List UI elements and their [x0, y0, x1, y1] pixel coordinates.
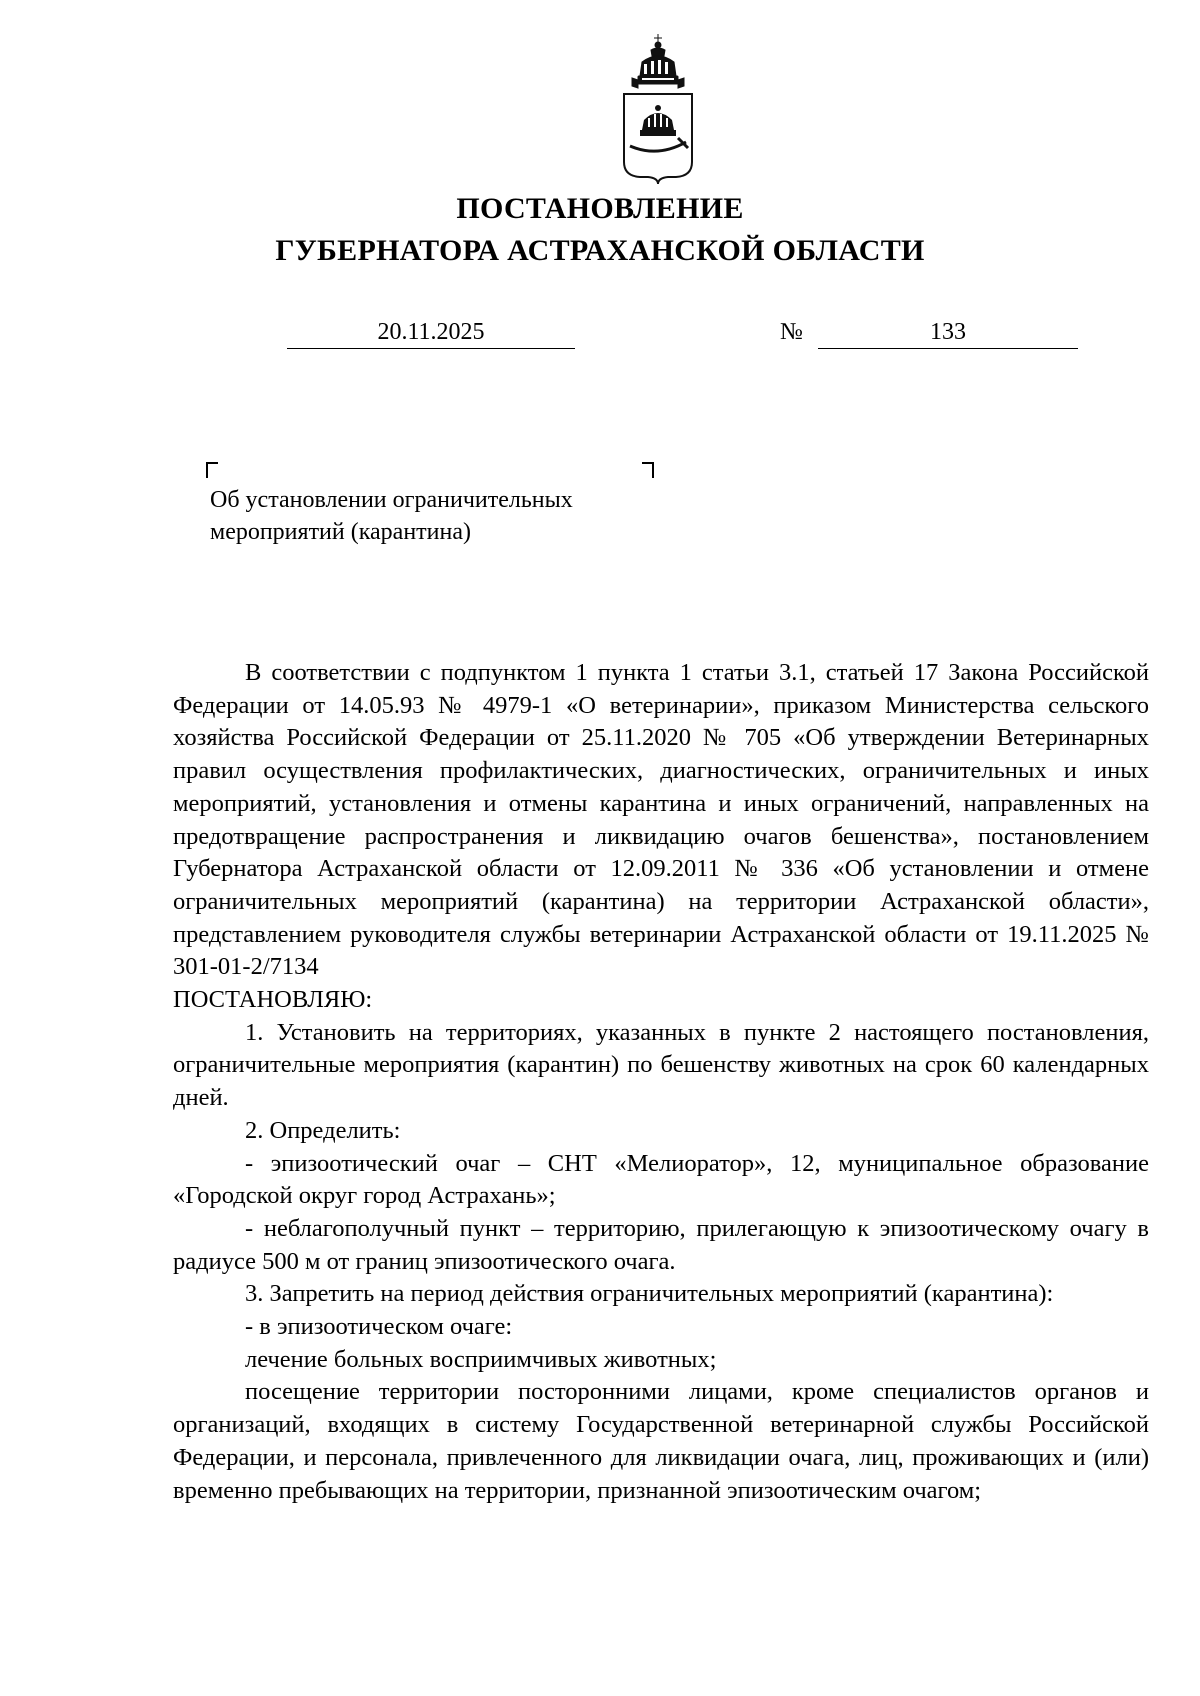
- subject-corner-left: [206, 462, 218, 478]
- item-3a2-paragraph: посещение территории посторонними лицами, кроме специалистов органов и организаций, входящих в систему Государственной ветеринарной службы Российской Федерации, и персонала, привлеченного для ликвидации очага, лиц, проживающих и (или) временно пребывающих на территории, признанной эпизоотическим очагом;: [173, 1378, 1149, 1504]
- document-issuer: ГУБЕРНАТОРА АСТРАХАНСКОЙ ОБЛАСТИ: [275, 234, 925, 267]
- coat-of-arms-icon: [618, 34, 698, 184]
- preamble-paragraph: В соответствии с подпунктом 1 пункта 1 статьи 3.1, статьей 17 Закона Российской Федерации от 14.05.93 № 4979-1 «О ветеринарии», приказом Министерства сельского хозяйства Российской Федерации от 25.11.2020 № 705 «Об утверждении Ветеринарных правил осуществления профилактических, диагностических, ограничительных и иных мероприятий, установления и отмены карантина и иных ограничений, направленных на предотвращение распространения и ликвидацию очагов бешенства», постановлением Губернатора Астраханской области от 12.09.2011 № 336 «Об установлении и отмене ограничительных мероприятий (карантина) на территории Астраханской области», представлением руководителя службы ветеринарии Астраханской области от 19.11.2025 № 301-01-2/7134: [173, 659, 1149, 981]
- document-date: 20.11.2025: [287, 318, 575, 349]
- subject-line-2: мероприятий (карантина): [210, 519, 471, 545]
- item-3a-paragraph: - в эпизоотическом очаге:: [245, 1313, 513, 1341]
- item-1-paragraph: 1. Установить на территориях, указанных в пункте 2 настоящего постановления, ограничительные мероприятия (карантин) по бешенству животных на срок 60 календарных дней.: [173, 1018, 1149, 1112]
- item-3a1-paragraph: лечение больных восприимчивых животных;: [245, 1345, 717, 1373]
- document-number: 133: [818, 318, 1078, 349]
- number-sign: №: [780, 319, 803, 345]
- item-2b-paragraph: - неблагополучный пункт – территорию, прилегающую к эпизоотическому очагу в радиусе 500 м от границ эпизоотического очага.: [173, 1214, 1149, 1275]
- item-2a-paragraph: - эпизоотический очаг – СНТ «Мелиоратор», 12, муниципальное образование «Городской округ город Астрахань»;: [173, 1149, 1149, 1210]
- document-body: [173, 657, 1149, 1507]
- item-3-paragraph: 3. Запретить на период действия ограничительных мероприятий (карантина):: [245, 1280, 1054, 1308]
- subject-line-1: Об установлении ограничительных: [210, 487, 573, 513]
- document-subject: [210, 484, 670, 548]
- resolve-heading: ПОСТАНОВЛЯЮ:: [173, 986, 373, 1014]
- document-title: ПОСТАНОВЛЕНИЕ: [456, 192, 744, 225]
- subject-corner-right: [642, 462, 654, 478]
- item-2-paragraph: 2. Определить:: [245, 1116, 401, 1144]
